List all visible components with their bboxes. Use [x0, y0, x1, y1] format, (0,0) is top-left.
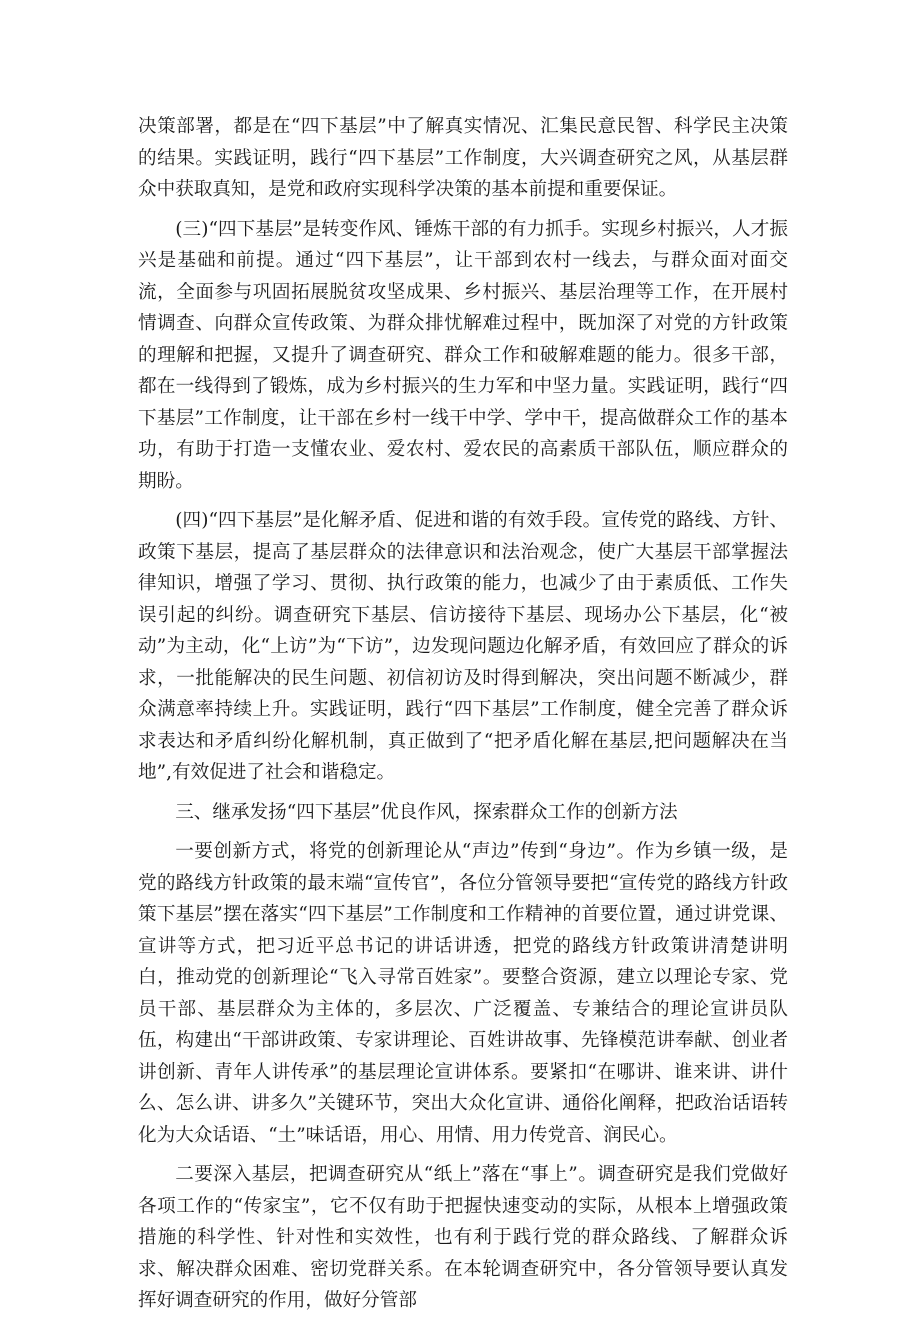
paragraph-section-three: (三)“四下基层”是转变作风、锤炼干部的有力抓手。实现乡村振兴，人才振兴是基础和前提。通过“四下基层”，让干部到农村一线去，与群众面对面交流，全面参与巩固拓展脱贫攻坚成果、乡村振兴、基层治理等工作，在开展村情调查、向群众宣传政策、为群众排忧解难过程中，既加深了对党的方针政策的理解和把握，又提升了调查研究、群众工作和破解难题的能力。很多干部，都在一线得到了锻炼，成为乡村振兴的生力军和中坚力量。实践证明，践行“四下基层”工作制度，让干部在乡村一线干中学、学中干，提高做群众工作的基本功，有助于打造一支懂农业、爱农村、爱农民的高素质干部队伍，顺应群众的期盼。 [138, 218, 788, 492]
paragraph-section-four: (四)“四下基层”是化解矛盾、促进和谐的有效手段。宣传党的路线、方针、政策下基层，提高了基层群众的法律意识和法治观念，使广大基层干部掌握法律知识，增强了学习、贯彻、执行政策的能力，也减少了由于素质低、工作失误引起的纠纷。调查研究下基层、信访接待下基层、现场办公下基层，化“被动”为主动，化“上访”为“下访”，边发现问题边化解矛盾，有效回应了群众的诉求，一批能解决的民生问题、初信初访及时得到解决，突出问题不断减少，群众满意率持续上升。实践证明，践行“四下基层”工作制度，健全完善了群众诉求表达和矛盾纠纷化解机制，真正做到了“把矛盾化解在基层,把问题解决在当地”,有效促进了社会和谐稳定。 [138, 510, 788, 783]
paragraph-continued: 决策部署，都是在“四下基层”中了解真实情况、汇集民意民智、科学民主决策的结果。实践证明，践行“四下基层”工作制度，大兴调查研究之风，从基层群众中获取真知，是党和政府实现科学决策的基本前提和重要保证。 [138, 116, 788, 200]
document-body [138, 111, 788, 1325]
section-heading: 三、继承发扬“四下基层”优良作风，探索群众工作的创新方法 [175, 801, 678, 823]
paragraph-point-two: 二要深入基层，把调查研究从“纸上”落在“事上”。调查研究是我们党做好各项工作的“传家宝”，它不仅有助于把握快速变动的实际，从根本上增强政策措施的科学性、针对性和实效性，也有利于践行党的群众路线、了解群众诉求、解决群众困难、密切党群关系。在本轮调查研究中，各分管领导要认真发挥好调查研究的作用，做好分管部 [138, 1164, 788, 1311]
paragraph-point-one: 一要创新方式，将党的创新理论从“声边”传到“身边”。作为乡镇一级，是党的路线方针政策的最末端“宣传官”，各位分管领导要把“宣传党的路线方针政策下基层”摆在落实“四下基层”工作制度和工作精神的首要位置，通过讲党课、宣讲等方式，把习近平总书记的讲话讲透，把党的路线方针政策讲清楚讲明白，推动党的创新理论“飞入寻常百姓家”。要整合资源，建立以理论专家、党员干部、基层群众为主体的，多层次、广泛覆盖、专兼结合的理论宣讲员队伍，构建出“干部讲政策、专家讲理论、百姓讲故事、先锋模范讲奉献、创业者讲创新、青年人讲传承”的基层理论宣讲体系。要紧扣“在哪讲、谁来讲、讲什么、怎么讲、讲多久”关键环节，突出大众化宣讲、通俗化阐释，把政治话语转化为大众话语、“土”味话语，用心、用情、用力传党音、润民心。 [138, 841, 788, 1146]
